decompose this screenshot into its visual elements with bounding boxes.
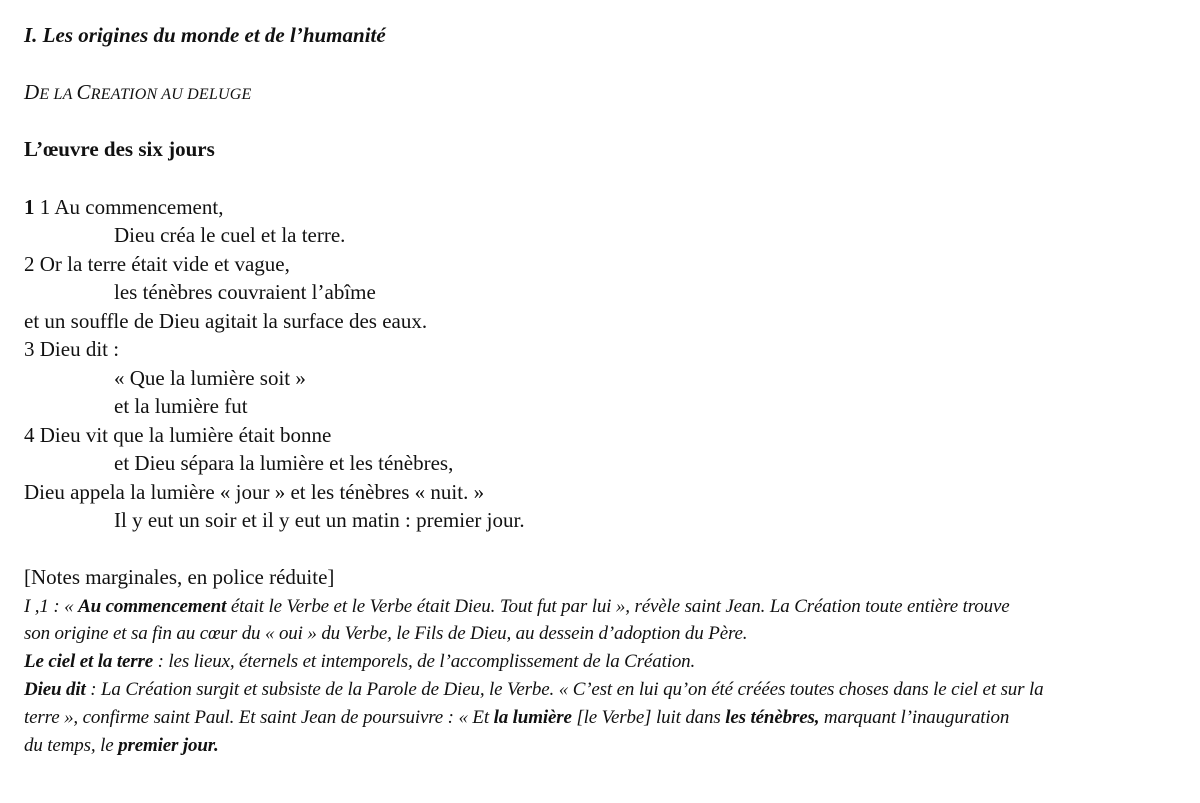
heading: L’œuvre des six jours <box>24 137 215 161</box>
note-2 <box>24 648 695 675</box>
note-3-line-3 <box>24 732 219 759</box>
note-text: : les lieux, éternels et intemporels, de l’accomplissement de la Création. <box>153 651 696 672</box>
subtitle-small-caps-1: E LA <box>39 86 77 103</box>
note-text: était le Verbe et le Verbe était Dieu. Tout fut par lui », révèle saint Jean. La Création toute entière trouve <box>226 596 1010 617</box>
note-1-line-1 <box>24 593 1010 620</box>
verse-line-12: Il y eut un soir et il y eut un matin : premier jour. <box>114 508 525 532</box>
note-text: [le Verbe] luit dans <box>571 707 726 728</box>
verse-line-1 <box>24 193 223 221</box>
verse-line-8: et la lumière fut <box>114 394 248 418</box>
note-emphasis: Au commencement <box>78 596 227 617</box>
notes-label: [Notes marginales, en police réduite] <box>24 565 335 589</box>
verse-line-7: « Que la lumière soit » <box>114 366 306 390</box>
note-text: du temps, le <box>24 735 119 756</box>
verse-line-4: les ténèbres couvraient l’abîme <box>114 280 376 304</box>
subtitle-initial-d: D <box>24 80 40 104</box>
note-text: I ,1 : « <box>24 596 79 617</box>
note-emphasis: Le ciel et la terre <box>24 651 154 672</box>
note-emphasis: la lumière <box>493 707 572 728</box>
note-3-line-2 <box>24 704 1009 731</box>
note-emphasis: Dieu dit <box>24 679 86 700</box>
verse-line-2: Dieu créa le cuel et la terre. <box>114 223 346 247</box>
note-3-line-1 <box>24 676 1043 703</box>
subtitle <box>24 78 251 109</box>
chapter-number: 1 <box>24 195 35 219</box>
verse-line-6: 3 Dieu dit : <box>24 337 120 361</box>
verse-line-10: et Dieu sépara la lumière et les ténèbres, <box>114 451 454 475</box>
note-1-line-2: son origine et sa fin au cœur du « oui » du Verbe, le Fils de Dieu, au dessein d’adoption du Père. <box>24 623 748 644</box>
note-text: marquant l’inauguration <box>819 707 1010 728</box>
subtitle-small-caps-2: REATION AU <box>90 86 188 103</box>
subtitle-small-caps-3: DELUGE <box>187 86 252 103</box>
verse-text: 1 Au commencement, <box>34 195 224 219</box>
section-title: I. Les origines du monde et de l’humanité <box>24 23 386 47</box>
note-emphasis: les ténèbres, <box>725 707 820 728</box>
subtitle-initial-c: C <box>76 80 91 104</box>
note-text: : La Création surgit et subsiste de la Parole de Dieu, le Verbe. « C’est en lui qu’on été créées toutes choses dans le ciel et sur la <box>85 679 1044 700</box>
note-text: terre », confirme saint Paul. Et saint Jean de poursuivre : « Et <box>24 707 494 728</box>
verse-line-5: et un souffle de Dieu agitait la surface des eaux. <box>24 309 428 333</box>
verse-line-3: 2 Or la terre était vide et vague, <box>24 252 290 276</box>
note-emphasis: premier jour. <box>118 735 219 756</box>
verse-line-11: Dieu appela la lumière « jour » et les ténèbres « nuit. » <box>24 480 485 504</box>
verse-line-9: 4 Dieu vit que la lumière était bonne <box>24 423 332 447</box>
